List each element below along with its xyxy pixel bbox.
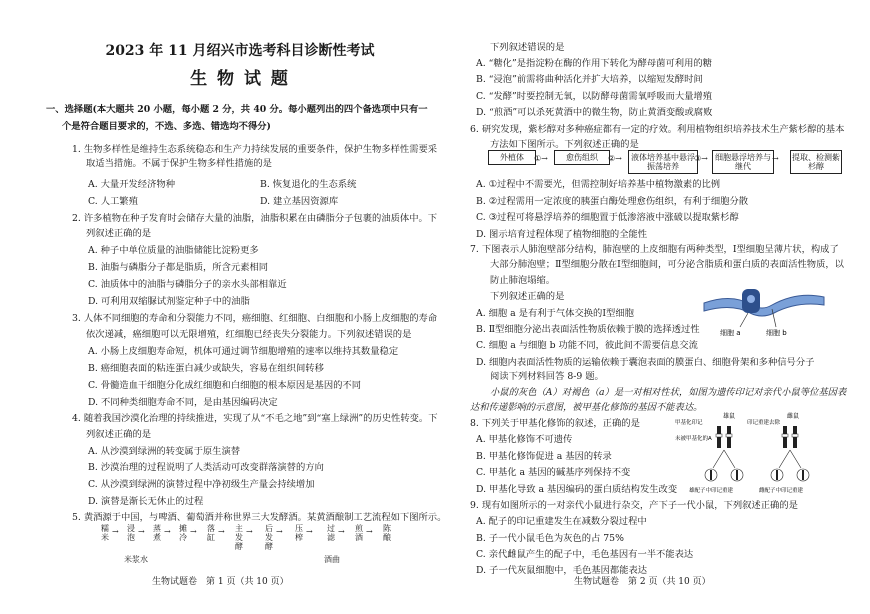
wine-step-3: 摊冷 [179,524,187,542]
left-line-17: B. 癌细胞表面的粘连蛋白减少或缺失，容易在组织间转移 [88,363,324,374]
wine-step-8: 过滤 [327,524,335,542]
male-gamete-label: 雄配子中印记重建 [689,488,734,494]
right-line-23: A. 甲基化修饰不可遗传 [476,434,573,445]
left-line-4: A. 大量开发经济物种 [88,179,175,190]
right-line-24: B. 甲基化修饰促进 a 基因的转录 [476,451,612,462]
culture-mark-0: ① [534,154,542,163]
right-line-5: 6. 研究发现，紫杉醇对多种癌症都有一定的疗效。利用植物组织培养技术生产紫杉醇的基本 [470,124,845,135]
left-line-24: C. 从沙漠到绿洲的演替过程中净初级生产量会持续增加 [88,479,315,490]
wine-step-6: 后发酵 [265,524,273,551]
culture-arrow-2: ③→ [694,154,708,163]
left-line-5: B. 恢复退化的生态系统 [260,179,357,190]
gamete-circles [705,469,809,481]
male-label: 雄鼠 [723,413,736,420]
right-line-28: A. 配子的印记重建发生在减数分裂过程中 [476,516,647,527]
culture-arrow-3: → [772,154,779,163]
right-line-3: C. “发酵”时要控制无氧，以防酵母菌需氧呼吸而大量增殖 [476,91,713,102]
right-line-16: B. Ⅱ型细胞分泌出表面活性物质依赖于膜的选择透过性 [476,324,700,335]
left-column [40,0,447,614]
cell-nucleus-shape [747,295,755,303]
female-chromosomes [782,426,798,448]
label-line-a [740,313,748,327]
wine-step-5: 主发酵 [235,524,243,551]
wine-arrow-1: → [138,527,145,536]
culture-step-1: 愈伤组织 [554,150,610,165]
female-label: 雌鼠 [787,413,800,420]
alveolar-wall-shape [704,295,824,316]
wine-step-9: 煎酒 [355,524,363,542]
wine-yeast-label: 酒曲 [324,555,340,564]
right-line-22: 8. 下列关于甲基化修饰的叙述，正确的是 [470,418,640,429]
right-column [470,0,847,614]
wine-step-10: 陈酿 [383,524,391,542]
right-line-8: B. ②过程需用一定浓度的胰蛋白酶处理愈伤组织，有利于细胞分散 [476,196,749,207]
right-line-7: A. ①过程中不需要光，但需控制好培养基中植物激素的比例 [476,179,721,190]
left-line-23: B. 沙漠治理的过程说明了人类活动可改变群落演替的方向 [88,462,324,473]
left-line-9: 列叙述正确的是 [86,228,152,239]
left-line-16: A. 小肠上皮细胞寿命短，机体可通过调节细胞增殖的速率以维持其数量稳定 [88,346,399,357]
wine-step-2: 蒸煮 [153,524,161,542]
left-line-13: D. 可利用双缩脲试剂鉴定种子中的油脂 [88,296,250,307]
rice-water-label: 米浆水 [124,555,148,564]
culture-arrow-0: ①→ [534,154,548,163]
left-line-19: D. 不同种类细胞寿命不同，是由基因编码决定 [88,397,278,408]
right-line-10: D. 图示培育过程体现了植物细胞的全能性 [476,229,648,240]
page-footer-1: 生物试题卷 第 1 页（共 10 页） [152,577,289,587]
right-line-2: B. “浸泡”前需将曲种活化并扩大培养，以缩短发酵时间 [476,74,703,85]
left-line-10: A. 种子中单位质量的油脂储能比淀粉更多 [88,245,259,256]
methylation-label: 甲基化印记 [675,420,703,426]
imprint-reset-label: 印记重建去除 [747,420,781,426]
culture-mark-1: ② [608,154,616,163]
left-line-8: 2. 许多植物在种子发育时会储存大量的油脂，油脂积累在由磷脂分子包裹的油质体中。下 [72,213,438,224]
culture-step-2: 液体培养基中悬浮振荡培养 [628,150,698,174]
right-line-4: D. “煎酒”可以杀死黄酒中的微生物，防止黄酒变酸或腐败 [476,107,713,118]
culture-mark-2: ③ [694,154,702,163]
cell-a-label: 细胞 a [720,329,741,337]
right-line-13: 防止肺泡塌缩。 [490,275,556,286]
right-line-25: C. 甲基化 a 基因的碱基序列保持不变 [476,467,631,478]
left-line-25: D. 演替是渐长无休止的过程 [88,496,204,507]
right-line-15: A. 细胞 a 是有利于气体交换的Ⅰ型细胞 [476,308,634,319]
culture-arrow-1: ②→ [608,154,622,163]
left-line-0: 一、选择题(本大题共 20 小题，每小题 2 分，共 40 分。每小题列出的四个备选项中只有一 [46,104,428,115]
wine-step-0: 糯米 [101,524,109,542]
wine-flow-diagram [98,524,438,568]
unmethylated-label: 未被甲基化的A [675,436,712,442]
gamete-genes [710,470,804,480]
right-line-9: C. ③过程可将悬浮培养的细胞置于低渗溶液中涨破以提取紫杉醇 [476,212,739,223]
left-line-2: 1. 生物多样性是维持生态系统稳态和生产力持续发展的重要条件，保护生物多样性需要采 [72,144,438,155]
left-line-15: 依次递减，癌细胞可以无限增殖，红细胞已经丧失分裂能力。下列叙述错误的是 [86,329,412,340]
left-line-3: 取适当措施。不属于保护生物多样性措施的是 [86,158,272,169]
culture-step-0: 外植体 [488,150,536,165]
left-line-11: B. 油脂与磷脂分子都是脂质，所含元素相同 [88,262,269,273]
wine-arrow-7: → [306,527,313,536]
right-line-31: D. 子一代灰鼠细胞中，毛色基因都能表达 [476,565,648,576]
left-line-14: 3. 人体不同细胞的寿命和分裂能力不同，癌细胞、红细胞、白细胞和小肠上皮细胞的寿命 [72,313,438,324]
right-line-1: A. “糖化”是指淀粉在酶的作用下转化为酵母菌可利用的糖 [476,58,712,69]
right-line-17: C. 细胞 a 与细胞 b 功能不同，彼此间不需要信息交流 [476,340,698,351]
culture-step-3: 细胞悬浮培养与继代 [712,150,774,174]
left-line-18: C. 骨髓造血干细胞分化成红细胞和白细胞的根本原因是基因的不同 [88,380,362,391]
culture-flow-diagram [488,148,838,174]
right-line-0: 下列叙述错误的是 [490,42,565,53]
right-line-21: 达和传递影响的示意图，被甲基化修饰的基因不能表达。 [470,402,703,413]
wine-step-7: 压榨 [295,524,303,542]
right-line-14: 下列叙述正确的是 [490,291,565,302]
page-footer-2: 生物试题卷 第 2 页（共 10 页） [574,577,711,587]
left-line-7: D. 建立基因资源库 [260,196,339,207]
wine-arrow-6: → [276,527,283,536]
exam-subtitle: 生 物 试 题 [190,69,290,89]
right-line-12: 大部分肺泡壁；Ⅱ型细胞分散在Ⅰ型细胞间，可分泌含脂质和蛋白质的表面活性物质，以 [490,259,844,270]
male-chromosomes [716,426,732,448]
imprinting-figure [675,410,835,498]
right-line-30: C. 亲代雌鼠产生的配子中，毛色基因有一半不能表达 [476,549,694,560]
right-line-19: 阅读下列材料回答 8-9 题。 [490,371,604,382]
wine-arrow-3: → [190,527,197,536]
left-line-22: A. 从沙漠到绿洲的转变属于原生演替 [88,446,241,457]
right-line-27: 9. 现有如图所示的一对亲代小鼠进行杂交，产下子一代小鼠，下列叙述正确的是 [470,500,798,511]
left-line-21: 列叙述正确的是 [86,429,152,440]
gamete-arrows [713,450,801,468]
alveolus-figure [702,285,826,337]
exam-title: 2023 年 11 月绍兴市选考科目诊断性考试 [105,43,375,59]
wine-arrow-0: → [112,527,119,536]
wine-step-1: 浸泡 [127,524,135,542]
female-gamete-label: 雌配子中印记重建 [759,488,804,494]
left-line-20: 4. 随着我国沙漠化治理的持续推进，实现了从“不毛之地”到“塞上绿洲”的历史性转变。下 [72,413,438,424]
wine-arrow-8: → [338,527,345,536]
wine-arrow-4: → [218,527,225,536]
left-line-1: 个是符合题目要求的，不选、多选、错选均不得分) [62,121,271,132]
left-line-6: C. 人工繁殖 [88,196,138,207]
right-line-20: 小鼠的灰色（A）对褐色（a）是一对相对性状，如图为遗传印记对亲代小鼠等位基因表 [490,387,847,398]
cell-b-label: 细胞 b [766,329,787,337]
right-line-6: 方法如下图所示。下列叙述正确的是 [490,139,639,150]
right-line-29: B. 子一代小鼠毛色为灰色的占 75% [476,533,624,544]
right-line-18: D. 细胞内表面活性物质的运输依赖于囊泡表面的膜蛋白、细胞骨架和多种信号分子 [476,357,815,368]
left-line-12: C. 油质体中的油脂与磷脂分子的亲水头部相靠近 [88,279,287,290]
right-line-11: 7. 下图表示人肺泡壁部分结构，肺泡壁的上皮细胞有两种类型，Ⅰ型细胞呈薄片状，构成了 [470,244,839,255]
wine-step-4: 落缸 [207,524,215,542]
wine-arrow-9: → [366,527,373,536]
wine-arrow-5: → [246,527,253,536]
left-line-26: 5. 黄酒源于中国，与啤酒、葡萄酒并称世界三大发酵酒。某黄酒酿制工艺流程如下图所示。 [72,512,447,523]
right-line-26: D. 甲基化导致 a 基因编码的蛋白质结构发生改变 [476,484,678,495]
culture-step-4: 提取、检测紫杉醇 [790,150,842,174]
wine-arrow-2: → [164,527,171,536]
